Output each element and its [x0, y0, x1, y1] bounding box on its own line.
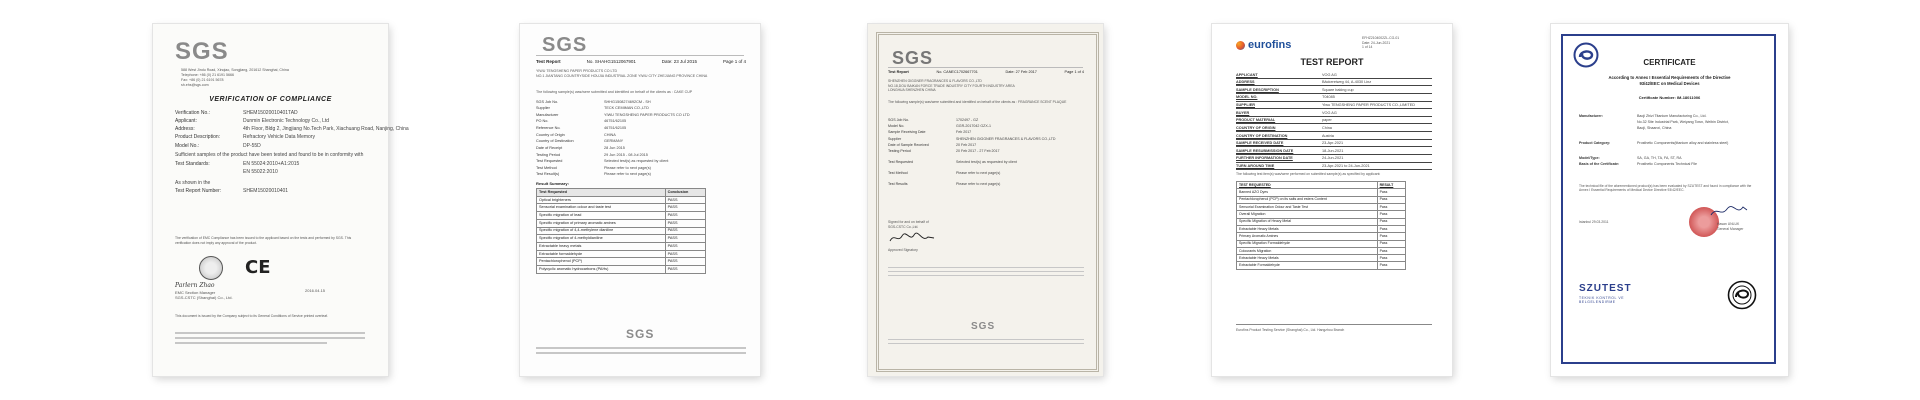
field-row: Test Report Number: SHEM15020010401	[175, 187, 289, 194]
field-row: Supplier SHENZHEN GIGGNER FRAGRANCES & FLAVORS CO.,LTD	[888, 136, 1056, 141]
field-row: PRODUCT MATERIAL paper	[1236, 118, 1432, 124]
field-row: Test Requested Selected test(s) as requested by client	[888, 160, 1017, 165]
divider	[888, 343, 1084, 344]
sgs-footer-logo: SGS	[971, 321, 996, 332]
field-row: Product Category: Prosthetic Components(titanium alloy and stainless steel)	[1579, 141, 1729, 146]
signer-title: Approved Signatory	[888, 248, 918, 252]
table-row: Specific migration of lead PASS	[537, 212, 706, 220]
field-row: Sample Receiving Date Feb 2017	[888, 130, 972, 135]
signer-block: Hasan UNLUK General Manager	[1717, 222, 1744, 231]
field-row: Reference No. 46751/62105	[536, 126, 627, 130]
footer-lines	[175, 329, 365, 347]
note: Sufficient samples of the product have been tested and found to be in conformity with	[175, 152, 364, 159]
note: As shown in the	[175, 179, 211, 186]
table-row: Primary Aromatic Amines Pass	[1237, 233, 1406, 240]
summary-title: Result Summary:	[536, 181, 569, 186]
field-row: Test Standards: EN 55024:2010+A1:2015	[175, 160, 300, 167]
table-row: Extractable formaldehyde PASS	[537, 250, 706, 258]
field-row: Testing Period 29 Jun 2015 - 08 Jul 2015	[536, 152, 648, 157]
divider	[888, 267, 1084, 268]
table-row: Colourants Migration Pass	[1237, 247, 1406, 254]
certificate-body: The technical file of the aforementioned product(s) has been evaluated by SZUTEST and found in compliance with the Annex I Essential Requirements of Medical Device Directive 93/42/EEC.	[1579, 184, 1752, 193]
eurofins-logo: eurofins	[1236, 38, 1291, 53]
field-row: No.32 Site Industrial Park, Weiyang Town, Weibin District,	[1637, 119, 1729, 124]
field-row: Date of Sample Received 20 Feb 2017	[888, 142, 977, 147]
table-row: Pentachlorophenol (PCP) on its salts and esters Content Pass	[1237, 196, 1406, 203]
footer-text: This document is issued by the Company subject to its General Conditions of Service printed overleaf.	[175, 314, 329, 318]
table-row: Extractable heavy metals PASS	[537, 243, 706, 251]
table-row: Banned AZO Dyes Pass	[1237, 189, 1406, 196]
field-row: MODEL NO. T04085	[1236, 95, 1432, 101]
field-row: COUNTRY OF DESTINATION Austria	[1236, 134, 1432, 140]
certificate-verification-of-compliance[interactable]	[153, 24, 409, 376]
divider	[536, 347, 746, 349]
result-table	[536, 188, 706, 274]
fine-print: The verification of EMC Compliance has been issued to the applicant based on the tests and performed by SGS. This verification does not imply any approval of the product.	[175, 236, 352, 245]
field-row: TURN AROUND TIME 23-Apr-2021 to 24-Jun-2021	[1236, 164, 1432, 170]
ce-mark-icon: CE	[245, 257, 271, 278]
table-row: Polycyclic aromatic hydrocarbons (PAHs) PASS	[537, 266, 706, 274]
test-report-eurofins[interactable]	[1212, 24, 1452, 376]
signature-image	[888, 231, 936, 245]
intro-text: The following sample(s) was/were submitted and identified on behalf of the clients as : FRAGRANCE SCENT PLAQUE	[888, 100, 1067, 104]
divider	[175, 342, 327, 344]
field-row: Applicant: Dunmin Electronic Technology Co., Ltd	[175, 117, 330, 124]
signature-image	[1709, 204, 1749, 218]
document-title: VERIFICATION OF COMPLIANCE	[209, 96, 332, 103]
field-row: APPLICANT VOG AG	[1236, 73, 1432, 79]
field-row: ADDRESS Bäckereiweg 44, A-4030 Linz	[1236, 80, 1432, 86]
field-row: FURTHER INFORMATION DATE 24-Jun-2021	[1236, 156, 1432, 162]
field-row: Model No. GGR-2017042 GZX-1	[888, 123, 991, 128]
szutest-footer-logo: SZUTEST TEKNIK KONTROL VE BELGELENDIRME	[1579, 283, 1632, 305]
company-address: YIWU TENGSHENG PAPER PRODUCTS CO LTD NO.1 JIANTANG COUNTRYSIDE HOUJIA INDUSTRIAL ZONE YIWU CITY ZHEJIANG PROVINCE CHINA	[536, 69, 708, 78]
sgs-logo: SGS	[175, 38, 229, 65]
table-header: TEST REQUESTED RESULT	[1237, 182, 1406, 189]
table-row: Specific Migration of Heavy Metal Pass	[1237, 218, 1406, 225]
sgs-logo: SGS	[542, 34, 588, 56]
divider	[888, 67, 1083, 68]
field-row: Verification No.: SHEM15020010401TAD	[175, 109, 298, 116]
field-row: SUPPLIER Yiwu TENGSHENG PAPER PRODUCTS CO.,LIMITED	[1236, 103, 1432, 109]
field-row: SAMPLE DESCRIPTION Square baking cup	[1236, 88, 1432, 94]
issue-date: Istanbul 29.03.2011	[1579, 220, 1609, 224]
table-row: Specific migration of 4,4-methylene dianiline PASS	[537, 227, 706, 235]
field-row: Manufacturer: Baoji Zhizi Titanium Manufacturing Co., Ltd.	[1579, 113, 1707, 118]
field-list	[1236, 71, 1432, 172]
signer-block: Parlern Zhao EMC Section Manager SGS-CSTC (Shanghai) Co., Ltd.	[175, 282, 233, 301]
test-report-sgs-fragrance[interactable]	[868, 24, 1103, 376]
table-row: Optical brighteners PASS	[537, 196, 706, 204]
sgs-footer-logo: SGS	[626, 327, 655, 341]
field-row: Product Description: Refractory Vehicle Data Memory	[175, 134, 315, 141]
field-list	[1579, 112, 1769, 169]
table-row: Extractable Heavy Metals Pass	[1237, 225, 1406, 232]
divider	[536, 352, 746, 354]
sgs-logo: SGS	[892, 48, 934, 68]
certificate-number: Certificate Number: IM-18011006	[1638, 95, 1701, 100]
field-row: Date of Receipt 28 Jun 2015	[536, 145, 625, 150]
field-row: Manufacturer YIWU TENGSHENG PAPER PRODUCTS CO LTD	[536, 112, 690, 117]
report-header: Test Report No. CANEC1702667701 Date: 27 Feb 2017 Page 1 of 4	[888, 70, 1084, 74]
intro-text: The following test item(s) was/were performed on submitted sample(s) as specified by applicant:	[1236, 172, 1381, 176]
document-title: TEST REPORT	[1300, 57, 1364, 67]
field-row: Testing Period 20 Feb 2017 - 27 Feb 2017	[888, 149, 1000, 154]
result-table	[1236, 181, 1406, 270]
field-row: Test Results Please refer to next page(s)	[888, 181, 1001, 186]
footer-lines	[1236, 324, 1432, 325]
table-row: Pentachlorophenol (PCP) PASS	[537, 258, 706, 266]
field-row: Test Method Please refer to next page(s)	[536, 165, 651, 170]
table-row: Extractable Formaldehyde Pass	[1237, 262, 1406, 269]
field-row: Country of Destination GERMANY	[536, 139, 624, 144]
signed-for: Signed for and on behalf of SGS-CSTC Co.,Ltd.	[888, 220, 929, 229]
field-row: EN 55022:2010	[243, 168, 278, 175]
table-row: Specific Migration Formaldehyde Pass	[1237, 240, 1406, 247]
divider	[888, 339, 1084, 340]
divider	[175, 332, 365, 334]
certificate-szutest[interactable]	[1551, 24, 1788, 376]
field-row: Supplier TECK CEMIMAN CO.,LTD	[536, 106, 649, 111]
divider	[888, 271, 1084, 272]
field-list	[536, 98, 746, 179]
field-list	[175, 108, 409, 196]
field-row: Model No.: DP-55D	[175, 142, 261, 149]
sgs-address: 588 West Jindu Road, Xinqiao, Songjiang, 201612 Shanghai, China Telephone: +86 (0) 21 6191 5666 Fax: +86 (0) 21 6191 5678 sh.ehs@sgs.com	[181, 68, 289, 87]
table-header: Test Requested Conclusion	[537, 189, 706, 197]
divider	[1236, 324, 1432, 325]
field-row: SGS Job No. 1702497 - GZ	[888, 117, 979, 122]
footer-lines	[536, 344, 746, 357]
report-header: Test Report No. SHAHG1512067901 Date: 23 Jul 2015 Page 1 of 4	[536, 59, 746, 64]
field-row: Country of Origin CHINA	[536, 132, 616, 137]
document-title: CERTIFICATE	[1643, 58, 1696, 67]
table-row: Sensorial Examination Odour and Taste Test Pass	[1237, 203, 1406, 210]
field-row: SAMPLE RESUBMISSION DATE 18-Jun-2021	[1236, 149, 1432, 155]
field-row: Basis of the Certificate: Prosthetic Components Technical File	[1579, 162, 1698, 167]
footer-lines	[888, 336, 1084, 347]
report-meta: EFHZ2104002ZL-CG-01 Date: 24-Jun-2021 1 of 14	[1362, 36, 1400, 50]
directive-subtitle: According to Annex I Essential Requirements of the Directive 93/42/EEC on Medical Devices	[1608, 75, 1731, 86]
intro-text: The following sample(s) was/were submitted and identified on behalf of the clients as : CAKE CUP	[536, 90, 693, 94]
field-row: BUYER VOG AG	[1236, 111, 1432, 117]
eurofins-logo-icon	[1236, 41, 1245, 50]
divider	[536, 55, 744, 56]
field-row: Model/Type: SA, GA, TH, TA, FA, ST, RA	[1579, 155, 1682, 160]
issue-date: 2016.04.15	[305, 288, 326, 293]
sgs-stamp-icon	[199, 256, 223, 280]
table-row: Specific migration of 4-methyldianiline PASS	[537, 235, 706, 243]
table-row: Extractable Heavy Metals Pass	[1237, 255, 1406, 262]
company-address: SHENZHEN GIGGNER FRAGRANCES & FLAVORS CO.,LTD NO.18,DOU BAIKAN FORCE TRADE INDUSTRY CITY FOURTH INDUSTRY AREA LONGHUA SHENZHEN CHINA	[888, 79, 1015, 93]
divider	[175, 337, 365, 339]
test-report-sgs-cake-cup[interactable]	[520, 24, 760, 376]
field-row: Baoji, Shaanxi, China	[1637, 126, 1672, 131]
accreditation-emblem-icon	[1727, 280, 1757, 310]
table-row: Sensorial examination odour and taste test PASS	[537, 204, 706, 212]
footer-text: Eurofins Product Testing Service (Shanghai) Co., Ltd. Hangzhou Branch	[1236, 328, 1345, 332]
field-row: SAMPLE RECEIVED DATE 23-Apr-2021	[1236, 141, 1432, 147]
field-row: Test Method Please refer to next page(s)	[888, 170, 1001, 175]
field-row: COUNTRY OF ORIGIN China	[1236, 126, 1432, 132]
fine-print-lines	[888, 264, 1084, 279]
divider	[888, 275, 1084, 276]
table-row: Overall Migration Pass	[1237, 211, 1406, 218]
field-row: Test Result(s) Please refer to next page(s)	[536, 172, 651, 177]
field-row: Test Requested Selected test(s) as requested by client	[536, 159, 669, 164]
field-list	[888, 116, 1084, 188]
field-row: PO No. 46751/62105	[536, 119, 627, 124]
table-row: Specific migration of primary aromatic amines PASS	[537, 219, 706, 227]
field-row: Address: 4th Floor, Bldg 2, Jingjiang No.Tech Park, Xiachuang Road, Nanjing, China	[175, 126, 409, 132]
field-row: SGS Job No. SHHG1508274692CM - SH	[536, 99, 651, 104]
